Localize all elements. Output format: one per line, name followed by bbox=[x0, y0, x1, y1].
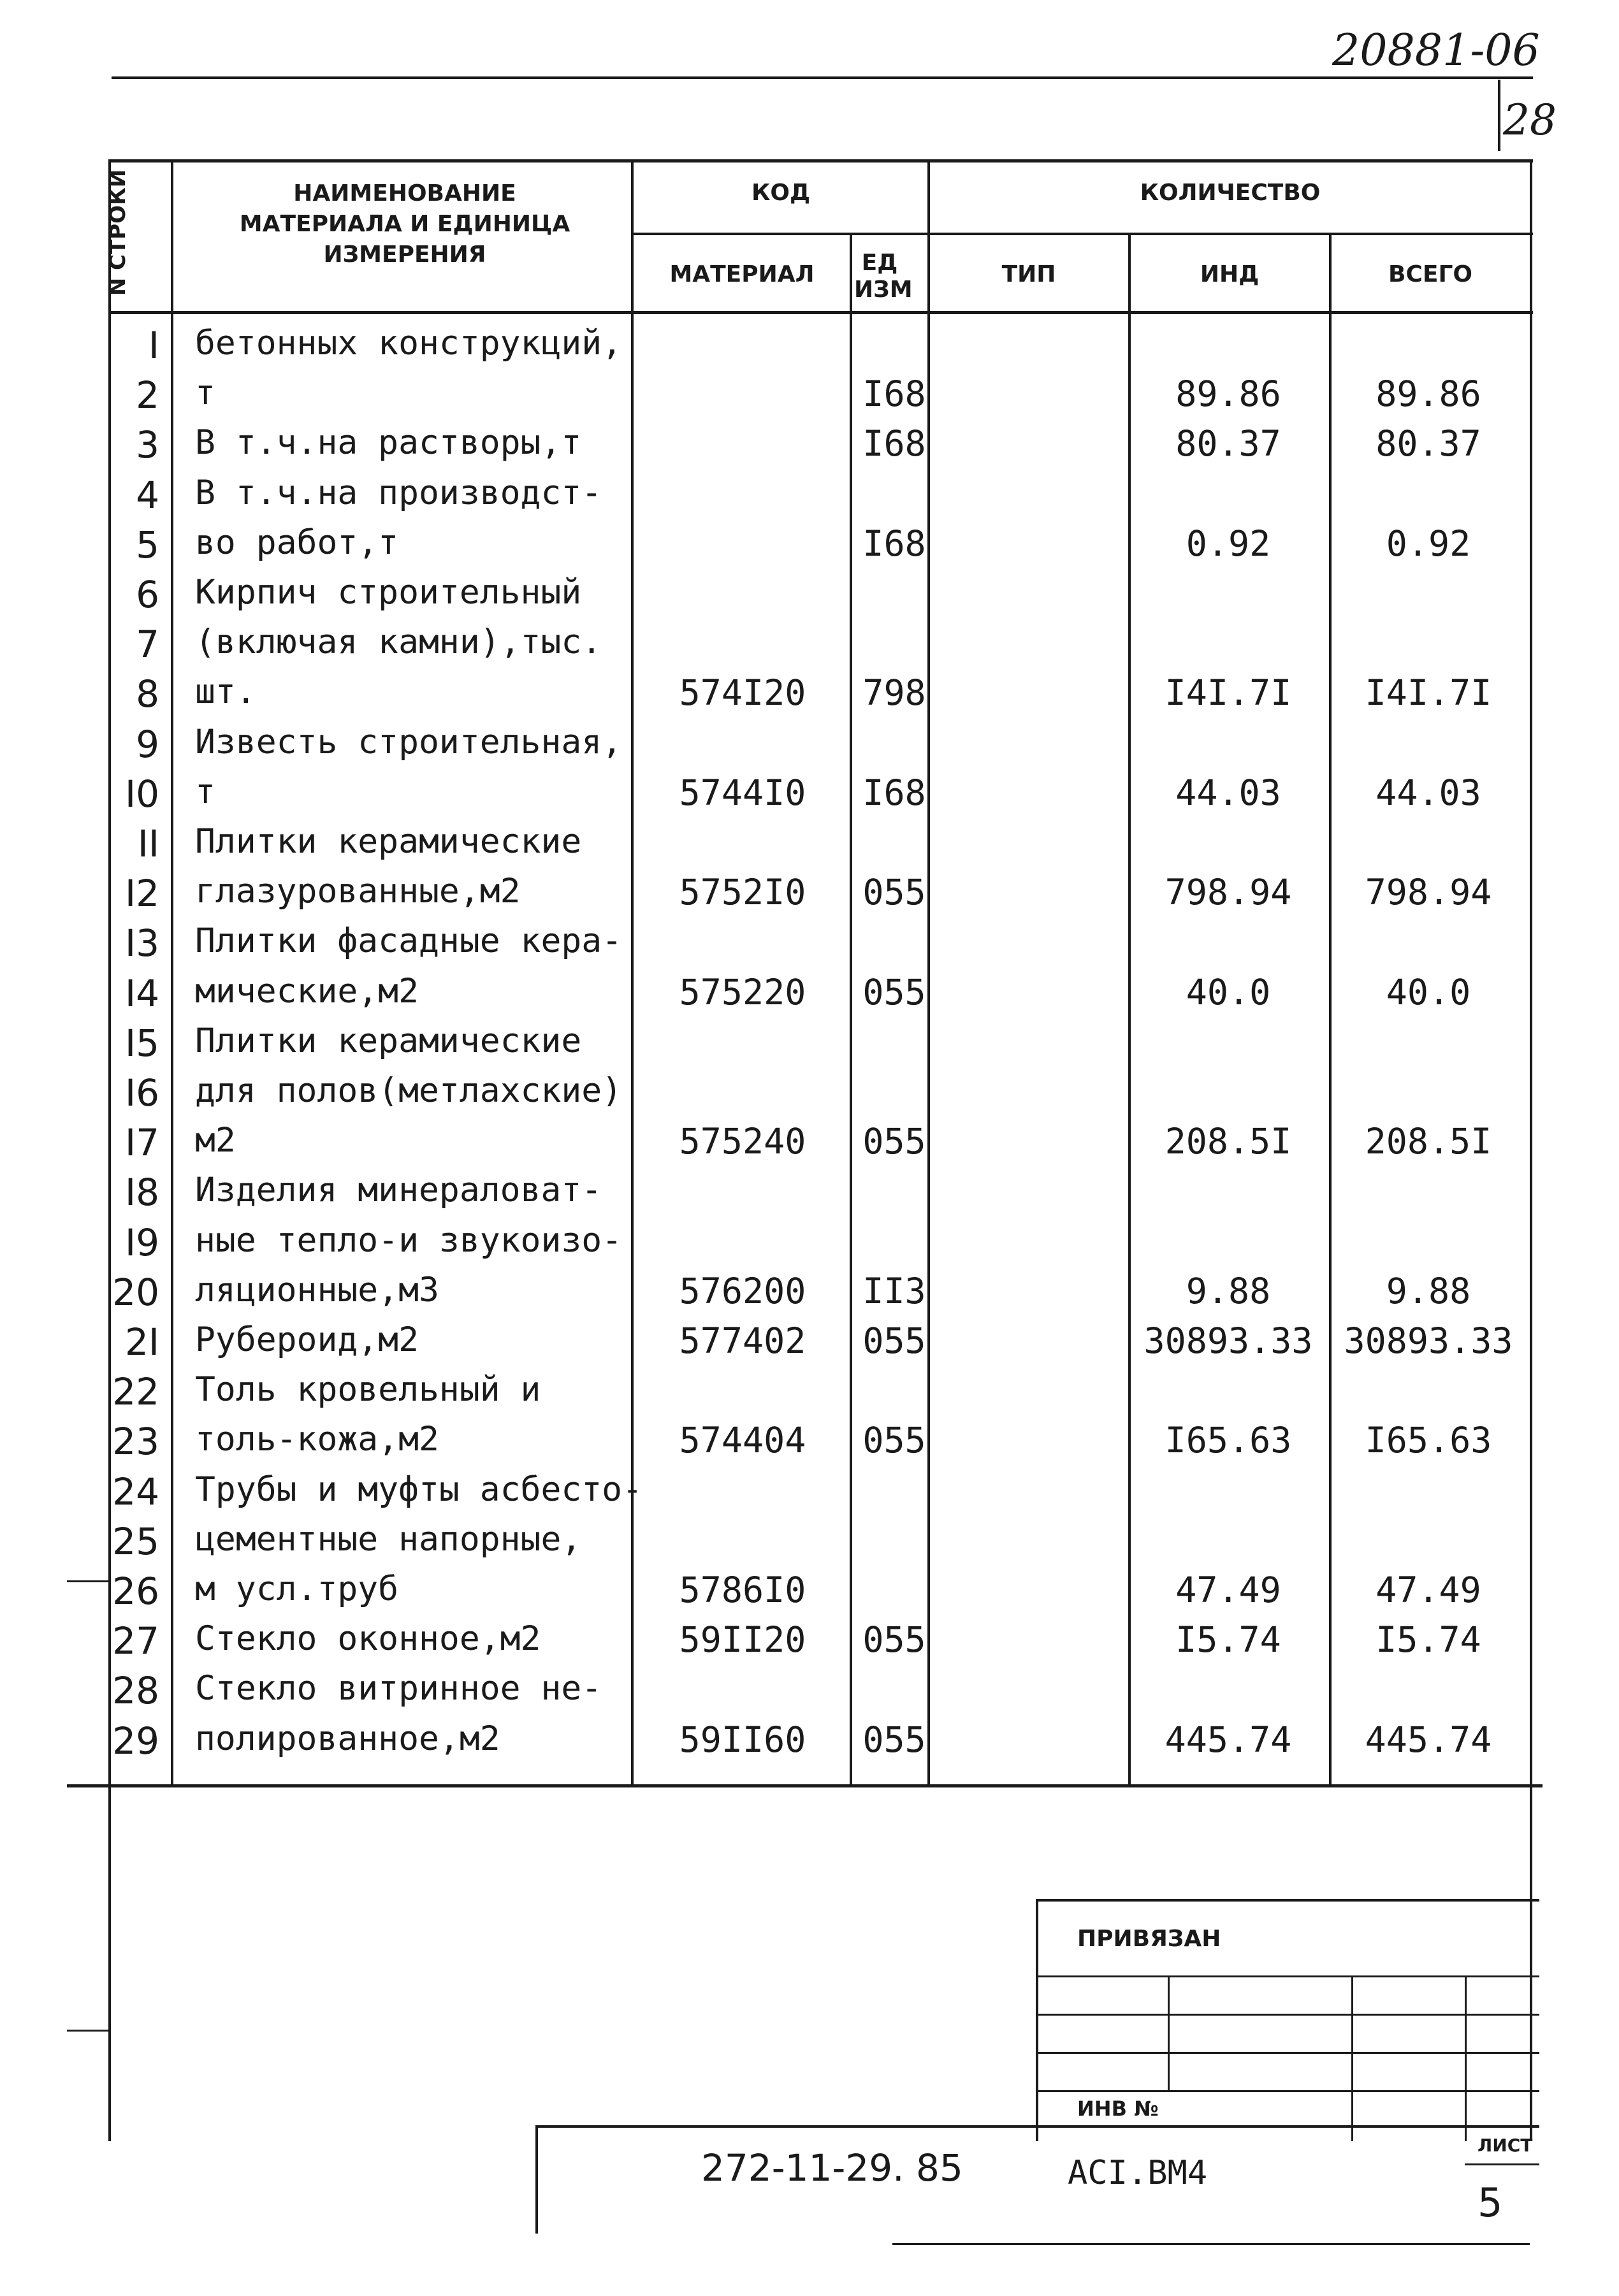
header-unit: ЕД ИЗМ bbox=[854, 250, 913, 303]
material-code: 574404 bbox=[679, 1420, 806, 1461]
unit-code: 055 bbox=[862, 1619, 926, 1660]
material-name: ляционные,м3 bbox=[195, 1271, 439, 1310]
row-number: 6 bbox=[136, 573, 159, 616]
row-number: I9 bbox=[124, 1221, 159, 1264]
inventory-number-label: ИНВ № bbox=[1077, 2097, 1159, 2121]
sheet-number: 5 bbox=[1477, 2179, 1503, 2226]
row-number: II bbox=[137, 822, 159, 865]
row-number: 20 bbox=[112, 1271, 159, 1314]
unit-code: 055 bbox=[862, 1320, 926, 1361]
quantity-total: I4I.7I bbox=[1365, 672, 1492, 713]
material-name: Плитки керамические bbox=[195, 1022, 582, 1060]
unit-code: I68 bbox=[862, 423, 926, 464]
row-number: 23 bbox=[112, 1420, 159, 1463]
row-number: I7 bbox=[124, 1121, 159, 1164]
material-name: Кирпич строительный bbox=[195, 573, 582, 612]
row-number: I8 bbox=[124, 1171, 159, 1214]
quantity-total: 47.49 bbox=[1376, 1570, 1481, 1610]
row-number: 29 bbox=[112, 1719, 159, 1763]
header-ind: ИНД bbox=[1200, 261, 1260, 287]
unit-code: 055 bbox=[862, 1420, 926, 1461]
quantity-ind: 89.86 bbox=[1175, 373, 1281, 414]
quantity-ind: 80.37 bbox=[1175, 423, 1281, 464]
row-number: 8 bbox=[136, 672, 159, 716]
row-number: I3 bbox=[124, 921, 159, 965]
material-name: Плитки керамические bbox=[195, 822, 582, 861]
material-name: цементные напорные, bbox=[195, 1520, 582, 1559]
unit-code: 055 bbox=[862, 872, 926, 913]
row-number: I bbox=[148, 324, 159, 367]
material-name: Стекло оконное,м2 bbox=[195, 1619, 541, 1658]
row-number: I6 bbox=[124, 1071, 159, 1115]
material-name: глазурованные,м2 bbox=[195, 872, 521, 911]
unit-code: 055 bbox=[862, 972, 926, 1013]
quantity-total: 9.88 bbox=[1386, 1271, 1471, 1311]
sheet-code: АСI.ВМ4 bbox=[1068, 2154, 1208, 2192]
quantity-ind: 30893.33 bbox=[1143, 1320, 1313, 1361]
quantity-ind: 445.74 bbox=[1165, 1719, 1292, 1760]
material-name: Изделия минераловат- bbox=[195, 1171, 602, 1209]
material-name: ные тепло-и звукоизо- bbox=[195, 1221, 623, 1260]
row-number: 27 bbox=[112, 1619, 159, 1663]
row-number: I2 bbox=[124, 872, 159, 915]
unit-code: 055 bbox=[862, 1719, 926, 1760]
material-name: шт. bbox=[195, 672, 256, 711]
row-number: I4 bbox=[124, 972, 159, 1015]
material-name: мические,м2 bbox=[195, 972, 419, 1011]
header-row-number: N СТРОКИ bbox=[105, 169, 131, 296]
material-name: т bbox=[195, 373, 215, 412]
quantity-total: I5.74 bbox=[1376, 1619, 1481, 1660]
material-code: 574I20 bbox=[679, 672, 806, 713]
quantity-ind: I65.63 bbox=[1165, 1420, 1292, 1461]
material-name: В т.ч.на производст- bbox=[195, 473, 602, 512]
row-number: 24 bbox=[112, 1470, 159, 1513]
quantity-total: 89.86 bbox=[1376, 373, 1481, 414]
row-number: 7 bbox=[136, 623, 159, 666]
quantity-ind: 798.94 bbox=[1165, 872, 1292, 913]
unit-code: I68 bbox=[862, 772, 926, 813]
row-number: 4 bbox=[136, 473, 159, 517]
unit-code: I68 bbox=[862, 523, 926, 564]
quantity-ind: 0.92 bbox=[1186, 523, 1271, 564]
quantity-ind: I4I.7I bbox=[1165, 672, 1292, 713]
row-number: I5 bbox=[124, 1022, 159, 1065]
row-number: 25 bbox=[112, 1520, 159, 1563]
material-name: Трубы и муфты асбесто- bbox=[195, 1470, 643, 1509]
material-code: 575220 bbox=[679, 972, 806, 1013]
quantity-ind: 44.03 bbox=[1175, 772, 1281, 813]
unit-code: II3 bbox=[862, 1271, 926, 1311]
quantity-total: 44.03 bbox=[1376, 772, 1481, 813]
page-number: 28 bbox=[1503, 96, 1557, 145]
quantity-total: 798.94 bbox=[1365, 872, 1492, 913]
material-code: 5744I0 bbox=[679, 772, 806, 813]
quantity-total: 30893.33 bbox=[1344, 1320, 1513, 1361]
material-name: толь-кожа,м2 bbox=[195, 1420, 439, 1459]
material-code: 59II60 bbox=[679, 1719, 806, 1760]
material-name: во работ,т bbox=[195, 523, 399, 562]
quantity-ind: 208.5I bbox=[1165, 1121, 1292, 1162]
row-number: I0 bbox=[124, 772, 159, 816]
quantity-total: 445.74 bbox=[1365, 1719, 1492, 1760]
quantity-ind: 47.49 bbox=[1175, 1570, 1281, 1610]
material-code: 59II20 bbox=[679, 1619, 806, 1660]
row-number: 28 bbox=[112, 1669, 159, 1712]
unit-code: 798 bbox=[862, 672, 926, 713]
header-total: ВСЕГО bbox=[1388, 261, 1472, 287]
header-name: НАИМЕНОВАНИЕ МАТЕРИАЛА И ЕДИНИЦА ИЗМЕРЕНИЯ bbox=[239, 180, 570, 268]
material-name: Толь кровельный и bbox=[195, 1370, 541, 1409]
material-code: 575240 bbox=[679, 1121, 806, 1162]
row-number: 22 bbox=[112, 1370, 159, 1413]
document-number: 20881-06 bbox=[1332, 25, 1540, 76]
row-number: 9 bbox=[136, 723, 159, 766]
quantity-total: 40.0 bbox=[1386, 972, 1471, 1013]
project-code: 272-11-29. 85 bbox=[701, 2146, 963, 2190]
quantity-total: 208.5I bbox=[1365, 1121, 1492, 1162]
material-name: бетонных конструкций, bbox=[195, 324, 623, 363]
header-quantity: КОЛИЧЕСТВО bbox=[1140, 180, 1321, 206]
sheet-label: ЛИСТ bbox=[1477, 2135, 1533, 2156]
material-name: полированное,м2 bbox=[195, 1719, 500, 1758]
row-number: 2 bbox=[136, 373, 159, 417]
material-code: 5752I0 bbox=[679, 872, 806, 913]
header-code: КОД bbox=[751, 180, 811, 206]
quantity-ind: 40.0 bbox=[1186, 972, 1271, 1013]
material-code: 577402 bbox=[679, 1320, 806, 1361]
material-code: 5786I0 bbox=[679, 1570, 806, 1610]
quantity-total: 80.37 bbox=[1376, 423, 1481, 464]
material-name: (включая камни),тыс. bbox=[195, 623, 602, 661]
material-name: м усл.труб bbox=[195, 1570, 399, 1608]
row-number: 3 bbox=[136, 423, 159, 466]
row-number: 2I bbox=[124, 1320, 159, 1364]
material-name: Стекло витринное не- bbox=[195, 1669, 602, 1708]
material-name: м2 bbox=[195, 1121, 236, 1160]
material-name: т bbox=[195, 772, 215, 811]
material-name: Известь строительная, bbox=[195, 723, 623, 762]
material-name: В т.ч.на растворы,т bbox=[195, 423, 582, 462]
bound-label: ПРИВЯЗАН bbox=[1077, 1926, 1221, 1952]
row-number: 5 bbox=[136, 523, 159, 567]
quantity-ind: 9.88 bbox=[1186, 1271, 1271, 1311]
row-number: 26 bbox=[112, 1570, 159, 1613]
material-name: для полов(метлахские) bbox=[195, 1071, 623, 1110]
header-material: МАТЕРИАЛ bbox=[669, 261, 815, 287]
material-code: 576200 bbox=[679, 1271, 806, 1311]
quantity-total: I65.63 bbox=[1365, 1420, 1492, 1461]
material-name: Плитки фасадные кера- bbox=[195, 921, 623, 960]
header-type: ТИП bbox=[1001, 261, 1056, 287]
material-name: Рубероид,м2 bbox=[195, 1320, 419, 1359]
unit-code: I68 bbox=[862, 373, 926, 414]
quantity-ind: I5.74 bbox=[1175, 1619, 1281, 1660]
unit-code: 055 bbox=[862, 1121, 926, 1162]
quantity-total: 0.92 bbox=[1386, 523, 1471, 564]
